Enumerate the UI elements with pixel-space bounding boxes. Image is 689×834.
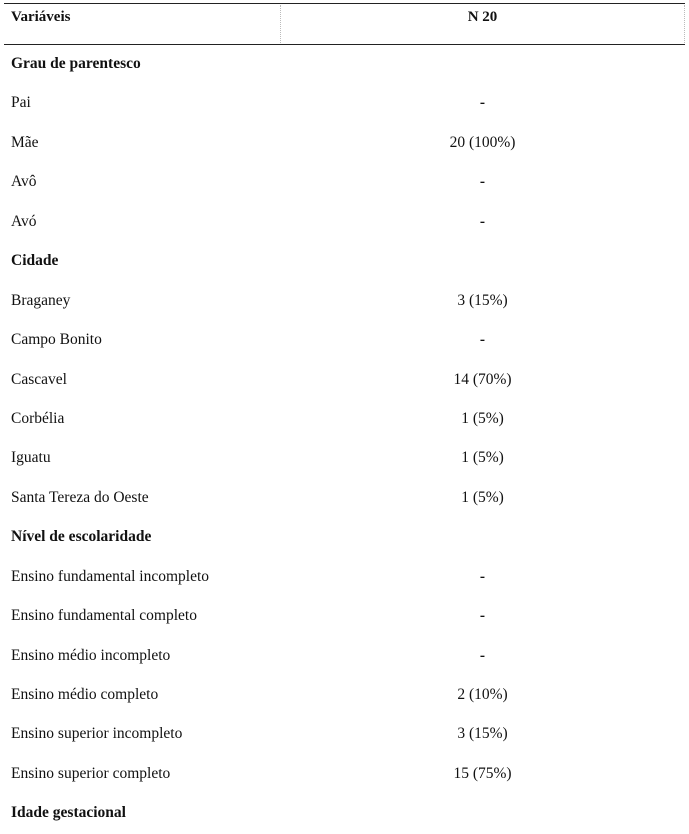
- section-row: [4, 45, 685, 84]
- column-divider: [684, 5, 685, 43]
- row-value: -: [479, 331, 486, 349]
- row-label: Avô: [11, 173, 37, 191]
- row-label: Mãe: [11, 133, 39, 151]
- section-row: [4, 242, 685, 281]
- row-label: Cascavel: [11, 370, 67, 388]
- header-n: N 20: [467, 9, 498, 25]
- row-value: 14 (70%): [453, 370, 512, 388]
- row-value: 1 (5%): [461, 488, 504, 506]
- row-value: 3 (15%): [457, 291, 508, 309]
- section-label: Grau de parentesco: [11, 55, 141, 72]
- data-table: [4, 3, 685, 834]
- row-value: 3 (15%): [457, 725, 508, 743]
- table-row: [4, 84, 685, 123]
- row-label: Iguatu: [11, 449, 51, 467]
- table-row: [4, 439, 685, 478]
- row-label: Ensino fundamental incompleto: [11, 567, 210, 585]
- row-value: -: [479, 607, 486, 625]
- section-row: [4, 518, 685, 557]
- row-value: 1 (5%): [461, 449, 504, 467]
- table-row: [4, 755, 685, 794]
- row-value: 20 (100%): [449, 133, 516, 151]
- table-row: [4, 321, 685, 360]
- row-label: Ensino fundamental completo: [11, 607, 197, 625]
- row-label: Avó: [11, 212, 37, 230]
- table-row: [4, 203, 685, 242]
- row-value: 15 (75%): [453, 764, 512, 782]
- table-row: [4, 282, 685, 321]
- row-label: Braganey: [11, 291, 71, 309]
- section-label: Idade gestacional: [11, 804, 126, 822]
- row-value: -: [479, 173, 486, 191]
- table-row: [4, 676, 685, 715]
- row-value: -: [479, 212, 486, 230]
- row-value: -: [479, 94, 486, 112]
- table-row: [4, 637, 685, 676]
- table-row: [4, 715, 685, 754]
- table-row: [4, 597, 685, 636]
- row-label: Santa Tereza do Oeste: [11, 488, 149, 506]
- section-row: [4, 794, 685, 833]
- table-row: [4, 558, 685, 597]
- row-value: 2 (10%): [457, 686, 508, 703]
- row-label: Corbélia: [11, 409, 65, 427]
- table-row: [4, 400, 685, 439]
- row-label: Ensino médio completo: [11, 686, 159, 703]
- row-value: -: [479, 646, 486, 664]
- row-label: Campo Bonito: [11, 331, 102, 349]
- row-label: Ensino médio incompleto: [11, 646, 171, 664]
- row-label: Ensino superior incompleto: [11, 725, 183, 743]
- section-label: Cidade: [11, 252, 59, 270]
- row-label: Pai: [11, 94, 31, 112]
- table-row: [4, 361, 685, 400]
- table-row: [4, 163, 685, 202]
- table-header: [4, 3, 685, 45]
- row-value: 1 (5%): [461, 409, 504, 427]
- section-label: Nível de escolaridade: [11, 528, 152, 546]
- table-body: [4, 45, 685, 834]
- row-value: -: [479, 567, 486, 585]
- column-divider: [280, 5, 281, 43]
- header-variables: Variáveis: [11, 9, 71, 25]
- table-row: [4, 479, 685, 518]
- table-row: [4, 124, 685, 163]
- row-label: Ensino superior completo: [11, 764, 171, 782]
